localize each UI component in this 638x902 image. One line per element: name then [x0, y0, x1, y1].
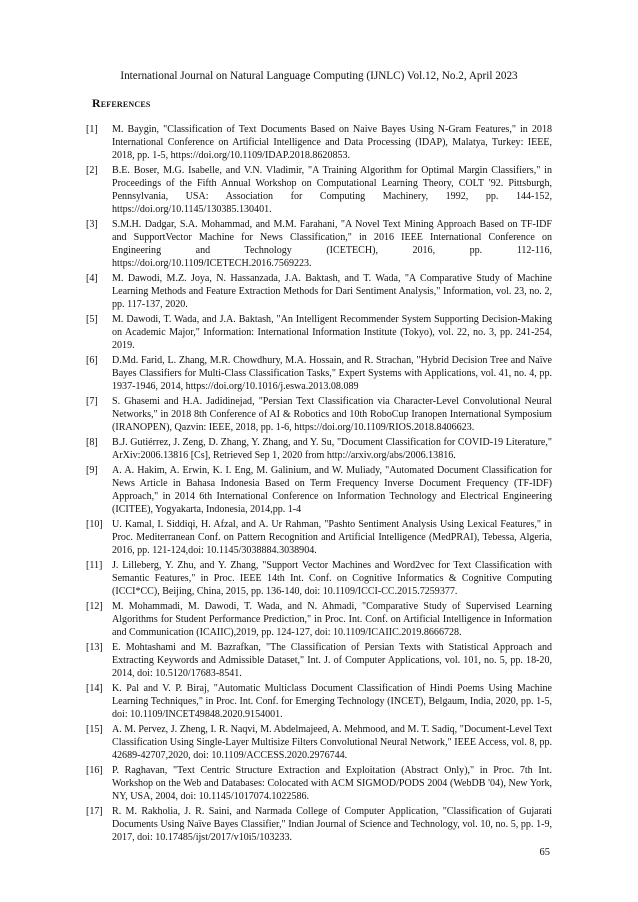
reference-item [86, 765, 552, 804]
reference-item [86, 642, 552, 681]
reference-text: E. Mohtashami and M. Bazrafkan, "The Classification of Persian Texts with Statistical Approach and Extracting Keywords and Admissible Dataset," Int. J. of Computer Applications, vol. 101, no. 5, pp. 18-20, 2014, doi: 10.5120/17683-8541. [112, 642, 552, 679]
reference-item [86, 560, 552, 599]
reference-text: M. Mohammadi, M. Dawodi, T. Wada, and N. Ahmadi, "Comparative Study of Supervised Learning Algorithms for Student Performance Prediction," in Proc. Int. Conf. on Artificial Intelligence in Information and Communication (ICAIIC),2019, pp. 124-127, doi: 10.1109/ICAIIC.2019.8666728. [112, 600, 552, 638]
reference-number: [4] [86, 272, 98, 284]
reference-text: S.M.H. Dadgar, S.A. Mohammad, and M.M. Farahani, "A Novel Text Mining Approach Based on TF-IDF and SupportVector Machine for News Classification," in 2016 IEEE International Conference on Engineering and Technology (ICETECH), 2016, pp. 112-116, https://doi.org/10.1109/ICETECH.2016.7569223. [112, 218, 552, 269]
reference-number: [11] [86, 559, 103, 571]
reference-number: [1] [86, 124, 98, 135]
reference-number: [15] [86, 724, 103, 736]
reference-number: [2] [86, 165, 98, 177]
reference-text: R. M. Rakholia, J. R. Saini, and Narmada College of Computer Application, "Classification of Gujarati Documents Using Naïve Bayes Classifier," Indian Journal of Science and Technology, vol. 10, no. 5, pp. 1-9, 2017, doi: 10.17485/ijst/2017/v10i5/103233. [112, 806, 552, 843]
reference-text: M. Dawodi, T. Wada, and J.A. Baktash, "An Intelligent Recommender System Supporting Decision-Making on Academic Major," Information: International Information Institute (Tokyo), vol. 22, no. 3, pp. 241-254, 2019. [112, 313, 552, 351]
reference-text: J. Lilleberg, Y. Zhu, and Y. Zhang, "Support Vector Machines and Word2vec for Text Classification with Semantic Features," in Proc. IEEE 14th Int. Conf. on Cognitive Informatics & Cognitive Computing (ICCI*CC), Beijing, China, 2015, pp. 136-140, doi: 10.1109/ICCI-CC.2015.7259377. [112, 559, 552, 597]
reference-number: [9] [86, 465, 98, 477]
reference-item [86, 724, 552, 763]
reference-text: P. Raghavan, "Text Centric Structure Extraction and Exploitation (Abstract Only)," in Proc. 7th Int. Workshop on the Web and Databases: Colocated with ACM SIGMOD/PODS 2004 (WebDB '04), New York, NY, USA, 2004, doi: 10.1145/1017074.1022586. [112, 765, 552, 802]
reference-number: [16] [86, 765, 103, 777]
reference-item [86, 519, 552, 558]
reference-number: [3] [86, 218, 98, 230]
reference-text: B.E. Boser, M.G. Isabelle, and V.N. Vladimir, "A Training Algorithm for Optimal Margin Classifiers," in Proceedings of the Fifth Annual Workshop on Computational Learning Theory, COLT '92. Pittsburgh, Pennsylvania, USA: Association for Computing Machinery, 1992, pp. 144-152, https://doi.org/10.1145/130385.130401. [112, 165, 552, 215]
reference-item [86, 465, 552, 517]
reference-number: [6] [86, 354, 98, 366]
reference-text: M. Dawodi, M.Z. Joya, N. Hassanzada, J.A. Baktash, and T. Wada, "A Comparative Study of Machine Learning Methods and Feature Extraction Methods for Dari Sentiment Analysis," Information, vol. 23, no. 2, pp. 117-137, 2020. [112, 272, 552, 310]
reference-number: [14] [86, 683, 103, 695]
reference-item [86, 355, 552, 394]
reference-item [86, 601, 552, 640]
reference-number: [10] [86, 518, 103, 530]
reference-item [86, 273, 552, 312]
reference-item [86, 165, 552, 217]
reference-item [86, 806, 552, 845]
reference-text: D.Md. Farid, L. Zhang, M.R. Chowdhury, M.A. Hossain, and R. Strachan, "Hybrid Decision Tree and Naïve Bayes Classifiers for Multi-Class Classification Tasks," Expert Systems with Applications, vol. 41, no. 4, pp. 1937-1946, 2014, https://doi.org/10.1016/j.eswa.2013.08.089 [112, 354, 552, 392]
reference-number: [8] [86, 436, 98, 448]
reference-number: [13] [86, 642, 103, 653]
reference-item [86, 396, 552, 435]
reference-item [86, 314, 552, 353]
reference-number: [12] [86, 600, 103, 612]
reference-number: [7] [86, 395, 98, 407]
reference-text: A. M. Pervez, J. Zheng, I. R. Naqvi, M. Abdelmajeed, A. Mehmood, and M. T. Sadiq, "Document-Level Text Classification Using Single-Layer Multisize Filters Convolutional Neural Network," IEEE Access, vol. 8, pp. 42689-42707,2020, doi: 10.1109/ACCESS.2020.2976744. [112, 724, 552, 761]
reference-item [86, 219, 552, 271]
section-title: References [92, 96, 151, 110]
reference-text: A. A. Hakim, A. Erwin, K. I. Eng, M. Galinium, and W. Muliady, "Automated Document Classification for News Article in Bahasa Indonesia Based on Term Frequency Inverse Document Frequency (TF-IDF) Approach," in 2014 6th International Conference on Information Technology and Electrical Engineering (ICITEE), Yogyakarta, Indonesia, 2014,pp. 1-4 [112, 465, 552, 515]
reference-item [86, 124, 552, 163]
reference-number: [17] [86, 806, 103, 818]
reference-number: [5] [86, 313, 98, 325]
running-header: International Journal on Natural Language Computing (IJNLC) Vol.12, No.2, April 2023 [120, 70, 518, 82]
reference-list [86, 124, 552, 847]
reference-text: B.J. Gutiérrez, J. Zeng, D. Zhang, Y. Zhang, and Y. Su, "Document Classification for COVID-19 Literature," ArXiv:2006.13816 [Cs], Retrieved Sep 1, 2020 from http://arxiv.org/abs/2006.13816. [112, 436, 552, 461]
reference-text: U. Kamal, I. Siddiqi, H. Afzal, and A. Ur Rahman, "Pashto Sentiment Analysis Using Lexical Features," in Proc. Mediterranean Conf. on Pattern Recognition and Artificial Intelligence (MedPRAI), Tebessa, Algeria, 2016, pp. 121-124,doi: 10.1145/3038884.3038904. [112, 518, 552, 556]
reference-text: K. Pal and V. P. Biraj, "Automatic Multiclass Document Classification of Hindi Poems Using Machine Learning Techniques," in Proc. Int. Conf. for Emerging Technology (INCET), Belgaum, India, 2020, pp. 1-5, doi: 10.1109/INCET49848.2020.9154001. [112, 683, 552, 720]
reference-text: S. Ghasemi and H.A. Jadidinejad, "Persian Text Classification via Character-Level Convolutional Neural Networks," in 2018 8th Conference of AI & Robotics and 10th RoboCup Iranopen International Symposium (IRANOPEN), Qazvin: IEEE, 2018, pp. 1-6, https://doi.org/10.1109/RIOS.2018.8406623. [112, 395, 552, 433]
reference-item [86, 437, 552, 463]
reference-item [86, 683, 552, 722]
reference-text: M. Baygin, "Classification of Text Documents Based on Naive Bayes Using N-Gram Features," in 2018 International Conference on Artificial Intelligence and Data Processing (IDAP), Malatya, Turkey: IEEE, 2018, pp. 1-5, https://doi.org/10.1109/IDAP.2018.8620853. [112, 124, 552, 161]
page-number: 65 [539, 847, 550, 858]
